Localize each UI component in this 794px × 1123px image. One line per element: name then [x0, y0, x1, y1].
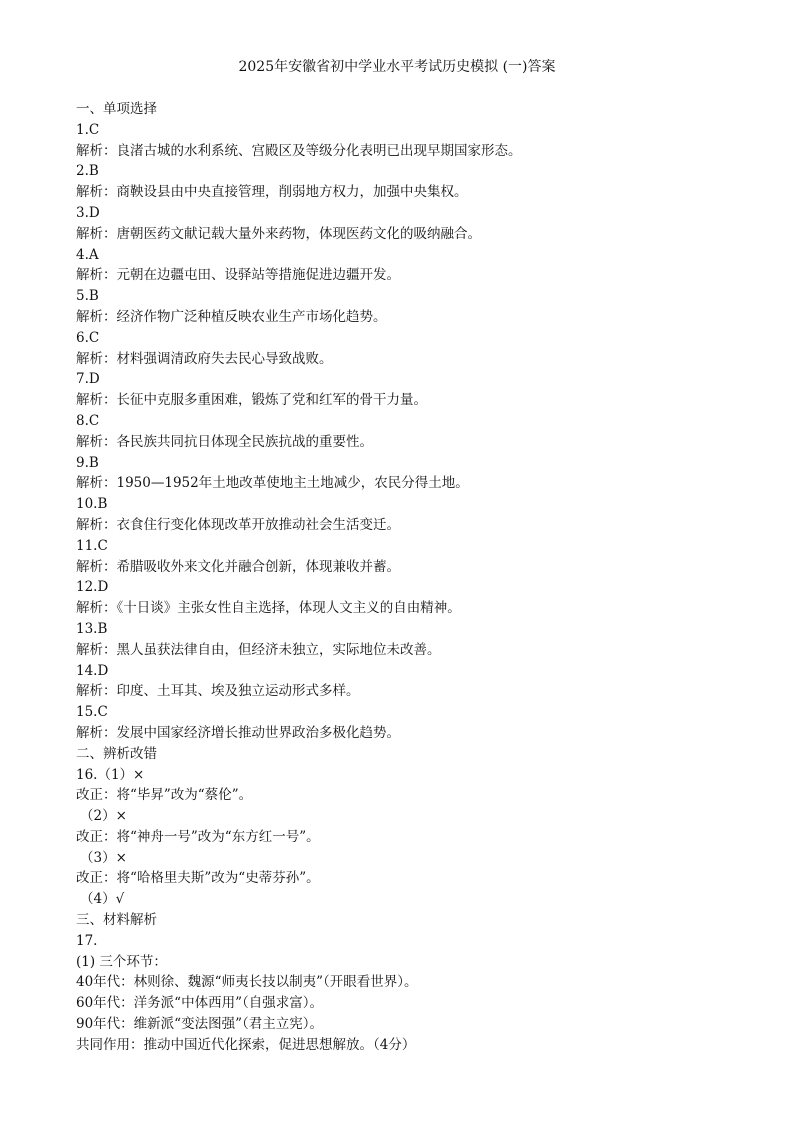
explanation-q13: 解析：黑人虽获法律自由，但经济未独立，实际地位未改善。: [76, 641, 441, 658]
explanation-q10: 解析：衣食住行变化体现改革开放推动社会生活变迁。: [76, 516, 400, 533]
correction-q16-3: 改正：将“哈格里夫斯”改为“史蒂芬孙”。: [76, 870, 320, 887]
answer-q17-1-90s: 90年代：维新派“变法图强”（君主立宪）。: [76, 1016, 323, 1033]
answer-body: [76, 99, 766, 1056]
section-heading-material-analysis: 三、材料解析: [76, 912, 157, 929]
answer-q4: 4.A: [76, 246, 99, 263]
answer-q10: 10.B: [76, 496, 108, 513]
explanation-q4: 解析：元朝在边疆屯田、设驿站等措施促进边疆开发。: [76, 267, 400, 284]
explanation-q7: 解析：长征中克服多重困难，锻炼了党和红军的骨干力量。: [76, 392, 427, 409]
explanation-q9: 解析：1950—1952年土地改革使地主土地减少，农民分得土地。: [76, 475, 469, 492]
explanation-q5: 解析：经济作物广泛种植反映农业生产市场化趋势。: [76, 308, 387, 325]
answer-q16-4: （4）√: [80, 891, 125, 908]
explanation-q14: 解析：印度、土耳其、埃及独立运动形式多样。: [76, 683, 360, 700]
answer-q16-2: （2）×: [80, 808, 127, 825]
answer-q2: 2.B: [76, 163, 99, 180]
answer-q15: 15.C: [76, 704, 108, 721]
explanation-q8: 解析：各民族共同抗日体现全民族抗战的重要性。: [76, 433, 373, 450]
correction-q16-2: 改正：将“神舟一号”改为“东方红一号”。: [76, 828, 320, 845]
explanation-q2: 解析：商鞅设县由中央直接管理，削弱地方权力，加强中央集权。: [76, 184, 468, 201]
explanation-q3: 解析：唐朝医药文献记载大量外来药物，体现医药文化的吸纳融合。: [76, 225, 481, 242]
answer-q3: 3.D: [76, 204, 100, 221]
answer-q14: 14.D: [76, 662, 109, 679]
answer-q9: 9.B: [76, 454, 99, 471]
answer-q17: 17.: [76, 932, 98, 949]
answer-q17-1-40s: 40年代：林则徐、魏源“师夷长技以制夷”（开眼看世界）。: [76, 974, 418, 991]
answer-q17-1-60s: 60年代：洋务派“中体西用”（自强求富）。: [76, 995, 323, 1012]
explanation-q11: 解析：希腊吸收外来文化并融合创新，体现兼收并蓄。: [76, 558, 400, 575]
answer-q8: 8.C: [76, 412, 100, 429]
answer-q5: 5.B: [76, 288, 99, 305]
explanation-q1: 解析：良渚古城的水利系统、宫殿区及等级分化表明已出现早期国家形态。: [76, 142, 522, 159]
answer-q17-1-heading: (1) 三个环节：: [76, 953, 167, 970]
answer-q13: 13.B: [76, 620, 108, 637]
explanation-q6: 解析：材料强调清政府失去民心导致战败。: [76, 350, 333, 367]
answer-q16-3: （3）×: [80, 849, 127, 866]
explanation-q12: 解析：《十日谈》主张女性自主选择，体现人文主义的自由精神。: [76, 600, 461, 617]
explanation-q15: 解析：发展中国家经济增长推动世界政治多极化趋势。: [76, 724, 400, 741]
answer-q6: 6.C: [76, 329, 100, 346]
answer-q16-1: 16.（1）×: [76, 766, 145, 783]
answer-q17-1-summary: 共同作用：推动中国近代化探索，促进思想解放。（4分）: [76, 1036, 416, 1053]
answer-q1: 1.C: [76, 121, 100, 138]
answer-q11: 11.C: [76, 537, 108, 554]
correction-q16-1: 改正：将“毕昇”改为“蔡伦”。: [76, 787, 253, 804]
section-heading-correction: 二、辨析改错: [76, 745, 157, 762]
section-heading-single-choice: 一、单项选择: [76, 101, 157, 117]
document-title: 2025年安徽省初中学业水平考试历史模拟 (一)答案: [238, 59, 556, 75]
answer-q7: 7.D: [76, 371, 100, 388]
answer-q12: 12.D: [76, 579, 109, 596]
